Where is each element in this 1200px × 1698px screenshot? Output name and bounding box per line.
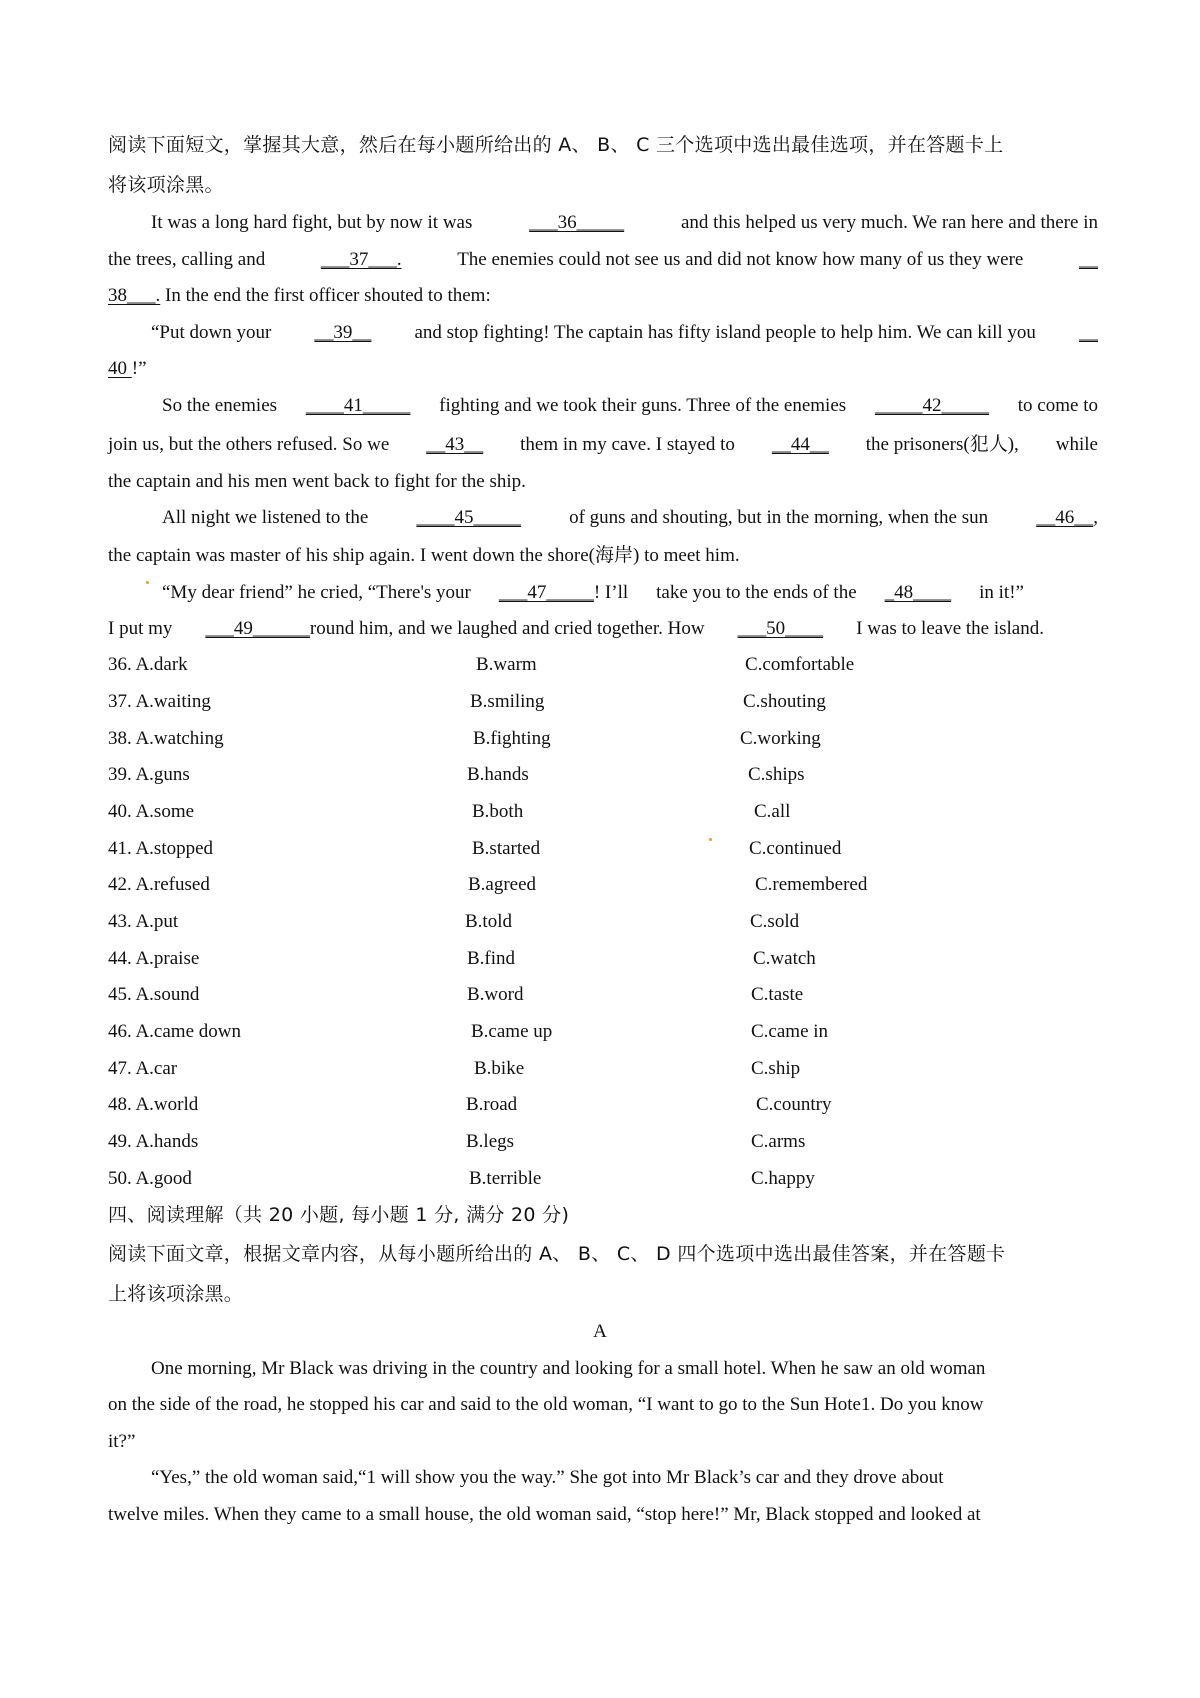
passage-text: the captain was master of his ship again. I went down the shore(海岸) to meet him.	[108, 545, 740, 566]
option-49-b: B.legs	[466, 1131, 515, 1152]
option-49-c: C.arms	[751, 1131, 806, 1152]
passage-text: fighting and we took their guns. Three of the enemies	[439, 395, 847, 416]
option-40-c: C.all	[754, 801, 791, 822]
passage-text: in it!”	[979, 582, 1024, 603]
instructions-text-2: 将该项涂黑。	[108, 174, 224, 196]
option-50-b: B.terrible	[469, 1168, 542, 1189]
passage-text: So the enemies	[162, 395, 278, 416]
instructions-text-1: 阅读下面短文，掌握其大意，然后在每小题所给出的 A、 B、 C 三个选项中选出最佳选项，并在答题卡上	[108, 134, 1004, 156]
option-48-c: C.country	[756, 1094, 832, 1115]
option-43-c: C.sold	[750, 911, 800, 932]
blank-38-start: __	[1078, 249, 1098, 270]
option-50-c: C.happy	[751, 1168, 815, 1189]
option-48-a: 48. A.world	[108, 1094, 199, 1115]
option-36-c: C.comfortable	[745, 654, 855, 675]
passage-text: round him, and we laughed and cried together. How	[309, 618, 705, 639]
section-heading	[108, 1203, 1098, 1227]
passage-line-4	[151, 321, 1098, 345]
option-39-b: B.hands	[467, 764, 529, 785]
option-44-c: C.watch	[753, 948, 816, 969]
option-42-c: C.remembered	[755, 874, 868, 895]
option-42-b: B.agreed	[468, 874, 537, 895]
option-47-a: 47. A.car	[108, 1058, 178, 1079]
option-45-b: B.word	[467, 984, 524, 1005]
passage-a-line-2	[108, 1393, 1098, 1417]
option-46-a: 46. A.came down	[108, 1021, 241, 1042]
blank-41: ____41_____	[305, 395, 411, 416]
section-instructions-line-1	[108, 1242, 1098, 1266]
passage-a-text: on the side of the road, he stopped his car and said to the old woman, “I want to go to the Sun Hote1. Do you know	[108, 1394, 984, 1415]
blank-40-start: __	[1079, 322, 1098, 343]
option-37-c: C.shouting	[743, 691, 826, 712]
passage-line-12	[108, 617, 1044, 641]
passage-text: the captain and his men went back to fight for the ship.	[108, 471, 526, 492]
section-instructions-text-1: 阅读下面文章，根据文章内容，从每小题所给出的 A、 B、 C、 D 四个选项中选出最佳答案，并在答题卡	[108, 1243, 1006, 1265]
option-38-c: C.working	[740, 728, 821, 749]
instructions-line-2	[108, 173, 1098, 197]
blank-50: ___50____	[737, 618, 824, 639]
passage-a-text: twelve miles. When they came to a small house, the old woman said, “stop here!” Mr, Black stopped and looked at	[108, 1504, 981, 1525]
passage-text: of guns and shouting, but in the morning, when the sun	[569, 507, 989, 528]
option-49-a: 49. A.hands	[108, 1131, 199, 1152]
passage-line-2	[108, 248, 1098, 272]
passage-a-line-4	[151, 1466, 1098, 1490]
option-37-a: 37. A.waiting	[108, 691, 211, 712]
passage-text: and stop fighting! The captain has fifty island people to help him. We can kill you	[414, 322, 1036, 343]
blank-45: ____45_____	[416, 507, 521, 528]
scan-speck	[709, 838, 712, 841]
passage-text: while	[1055, 434, 1098, 455]
blank-49: ___49______	[205, 618, 310, 639]
blank-43: __43__	[426, 434, 484, 455]
passage-text: join us, but the others refused. So we	[108, 434, 390, 455]
option-43-a: 43. A.put	[108, 911, 179, 932]
option-39-a: 39. A.guns	[108, 764, 190, 785]
blank-40: 40	[108, 358, 132, 379]
passage-text: ! I’ll	[593, 582, 629, 603]
passage-text: and this helped us very much. We ran here and there in	[680, 212, 1098, 233]
option-40-a: 40. A.some	[108, 801, 195, 822]
blank-38: 38___.	[108, 285, 161, 306]
option-42-a: 42. A.refused	[108, 874, 210, 895]
passage-a-line-5	[108, 1503, 1098, 1527]
passage-text: I put my	[108, 618, 173, 639]
passage-text: take you to the ends of the	[656, 582, 857, 603]
option-37-b: B.smiling	[470, 691, 545, 712]
option-46-b: B.came up	[471, 1021, 553, 1042]
option-39-c: C.ships	[748, 764, 805, 785]
option-36-a: 36. A.dark	[108, 654, 188, 675]
passage-text: the prisoners(犯人),	[865, 434, 1019, 455]
passage-text: them in my cave. I stayed to	[520, 434, 735, 455]
option-50-a: 50. A.good	[108, 1168, 192, 1189]
passage-label: A	[593, 1321, 607, 1342]
passage-line-11	[162, 581, 1024, 605]
option-41-a: 41. A.stopped	[108, 838, 214, 859]
passage-a-line-1	[151, 1357, 1098, 1381]
option-43-b: B.told	[465, 911, 512, 932]
passage-text: the trees, calling and	[108, 249, 266, 270]
passage-a-text: “Yes,” the old woman said,“1 will show you the way.” She got into Mr Black’s car and they drove about	[151, 1467, 944, 1488]
option-40-b: B.both	[472, 801, 524, 822]
passage-line-10	[108, 544, 1098, 568]
blank-37: ___37___.	[320, 249, 402, 270]
section-heading-text: 四、阅读理解（共 20 小题, 每小题 1 分, 满分 20 分)	[108, 1204, 570, 1226]
section-instructions-text-2: 上将该项涂黑。	[108, 1283, 244, 1305]
blank-42: _____42_____	[874, 395, 989, 416]
blank-48: _48____	[884, 582, 952, 603]
passage-line-5	[108, 357, 1098, 381]
passage-a-line-3	[108, 1430, 1098, 1454]
blank-47: ___47_____	[498, 582, 594, 603]
option-45-c: C.taste	[751, 984, 804, 1005]
option-36-b: B.warm	[476, 654, 537, 675]
passage-text: ,	[1093, 507, 1098, 528]
passage-line-3	[108, 284, 1098, 308]
passage-text: “Put down your	[151, 322, 272, 343]
option-44-a: 44. A.praise	[108, 948, 200, 969]
passage-line-1	[151, 211, 1098, 235]
passage-text: All night we listened to the	[162, 507, 369, 528]
blank-46: __46__	[1036, 507, 1094, 528]
option-45-a: 45. A.sound	[108, 984, 200, 1005]
blank-44: __44__	[771, 434, 829, 455]
option-41-b: B.started	[472, 838, 541, 859]
instructions-line-1	[108, 133, 1098, 157]
passage-text: !”	[131, 358, 147, 379]
option-44-b: B.find	[467, 948, 516, 969]
passage-a-text: One morning, Mr Black was driving in the country and looking for a small hotel. When he saw an old woman	[151, 1358, 986, 1379]
passage-a-text: it?”	[108, 1431, 136, 1452]
passage-line-6	[162, 394, 1098, 418]
option-41-c: C.continued	[749, 838, 842, 859]
passage-text: to come to	[1017, 395, 1098, 416]
option-38-a: 38. A.watching	[108, 728, 224, 749]
passage-line-8	[108, 470, 1098, 494]
option-47-c: C.ship	[751, 1058, 801, 1079]
option-47-b: B.bike	[474, 1058, 525, 1079]
option-48-b: B.road	[466, 1094, 518, 1115]
passage-text: “My dear friend” he cried, “There's your	[162, 582, 471, 603]
blank-39: __39__	[314, 322, 372, 343]
passage-text: I was to leave the island.	[856, 618, 1044, 639]
passage-line-9	[162, 506, 1098, 530]
option-46-c: C.came in	[751, 1021, 829, 1042]
passage-text: It was a long hard fight, but by now it was	[151, 212, 473, 233]
passage-text: In the end the first officer shouted to them:	[165, 285, 491, 306]
option-38-b: B.fighting	[473, 728, 551, 749]
scan-speck	[146, 581, 149, 584]
section-instructions-line-2	[108, 1282, 1098, 1306]
passage-text: The enemies could not see us and did not know how many of us they were	[457, 249, 1024, 270]
blank-36: ___36_____	[529, 212, 625, 233]
passage-line-7	[108, 433, 1098, 457]
